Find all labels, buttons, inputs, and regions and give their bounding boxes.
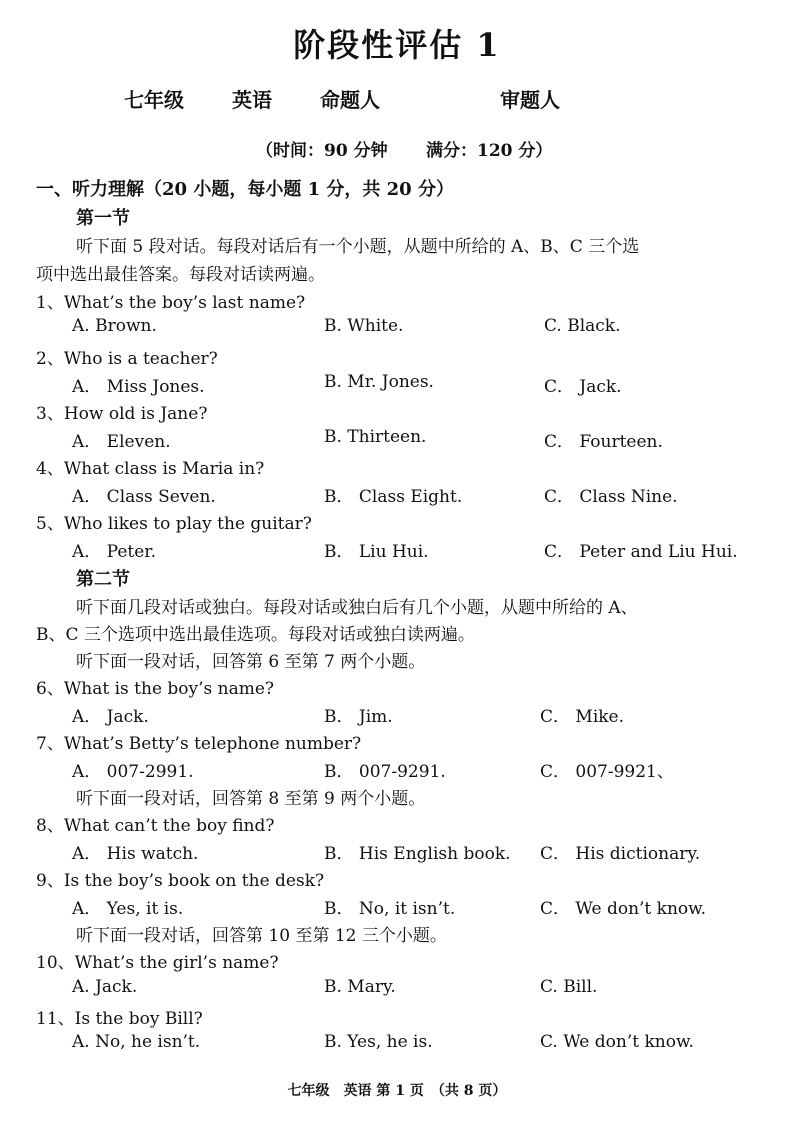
full-score: 满分：120 分）: [426, 141, 553, 161]
option-c: C. Bill.: [540, 977, 598, 997]
option-b: B． 007-9291.: [324, 762, 446, 782]
option-c: C． We don’t know.: [540, 899, 707, 919]
option-b: B． No, it isn’t.: [324, 899, 456, 919]
option-b: B． Class Eight.: [324, 487, 463, 507]
question-stem: 1、What’s the boy’s last name?: [36, 293, 306, 313]
option-a: A． Eleven.: [72, 432, 171, 452]
option-b: B． His English book.: [324, 844, 511, 864]
part1-heading: 第一节: [76, 208, 130, 229]
part1-instruction-line1: 听下面 5 段对话。每段对话后有一个小题，从题中所给的 A、B、C 三个选: [76, 237, 640, 257]
page-footer: 七年级 英语 第 1 页 （共 8 页）: [287, 1083, 507, 1099]
part1-instruction-line2: 项中选出最佳答案。每段对话读两遍。: [36, 265, 325, 285]
option-a: A． 007-2991.: [72, 762, 194, 782]
question-stem: 9、Is the boy’s book on the desk?: [36, 871, 325, 891]
option-c: C． Peter and Liu Hui.: [544, 542, 738, 562]
reviewer-label: 审题人: [500, 88, 560, 112]
option-b: B. Yes, he is.: [324, 1032, 433, 1052]
question-stem: 8、What can’t the boy find?: [36, 816, 275, 836]
question-stem: 11、Is the boy Bill?: [36, 1009, 203, 1029]
option-a: A． His watch.: [72, 844, 199, 864]
option-c: C． Jack.: [544, 377, 622, 397]
option-b: B. Mr. Jones.: [324, 372, 434, 392]
question-stem: 5、Who likes to play the guitar?: [36, 514, 312, 534]
part2-instruction-line1: 听下面几段对话或独白。每段对话或独白后有几个小题，从题中所给的 A、: [76, 598, 638, 618]
page-title: 阶段性评估 1: [293, 26, 501, 64]
section-title: 一、听力理解（20 小题，每小题 1 分，共 20 分）: [36, 179, 454, 200]
question-stem: 7、What’s Betty’s telephone number?: [36, 734, 362, 754]
question-stem: 10、What’s the girl’s name?: [36, 953, 279, 973]
question-stem: 2、Who is a teacher?: [36, 349, 218, 369]
option-a: A． Peter.: [72, 542, 156, 562]
part2-instruction-line2: B、C 三个选项中选出最佳选项。每段对话或独白读两遍。: [36, 625, 475, 645]
option-a: A． Class Seven.: [72, 487, 216, 507]
option-c: C. Black.: [544, 316, 621, 336]
grade-label: 七年级: [124, 88, 184, 112]
sub-instruction: 听下面一段对话，回答第 6 至第 7 两个小题。: [76, 652, 426, 672]
option-b: B. Thirteen.: [324, 427, 427, 447]
option-c: C． 007-9921、: [540, 762, 674, 782]
option-c: C． His dictionary.: [540, 844, 701, 864]
option-b: B． Liu Hui.: [324, 542, 429, 562]
option-a: A． Miss Jones.: [72, 377, 205, 397]
time-row: [0, 136, 794, 162]
time-limit: （时间：90 分钟: [256, 141, 388, 161]
option-a: A. Brown.: [72, 316, 157, 336]
question-stem: 6、What is the boy’s name?: [36, 679, 275, 699]
setter-label: 命题人: [320, 88, 380, 112]
sub-instruction: 听下面一段对话，回答第 10 至第 12 三个小题。: [76, 926, 447, 946]
subject-label: 英语: [232, 88, 272, 112]
option-c: C． Fourteen.: [544, 432, 663, 452]
option-b: B． Jim.: [324, 707, 393, 727]
question-stem: 4、What class is Maria in?: [36, 459, 265, 479]
option-c: C． Mike.: [540, 707, 625, 727]
option-a: A． Yes, it is.: [72, 899, 184, 919]
option-c: C． Class Nine.: [544, 487, 678, 507]
option-b: B. Mary.: [324, 977, 396, 997]
meta-row: [0, 84, 794, 114]
question-stem: 3、How old is Jane?: [36, 404, 208, 424]
option-a: A. No, he isn’t.: [72, 1032, 201, 1052]
option-a: A． Jack.: [72, 707, 149, 727]
option-a: A. Jack.: [72, 977, 138, 997]
part2-heading: 第二节: [76, 569, 130, 590]
option-b: B. White.: [324, 316, 404, 336]
sub-instruction: 听下面一段对话，回答第 8 至第 9 两个小题。: [76, 789, 426, 809]
option-c: C. We don’t know.: [540, 1032, 694, 1052]
